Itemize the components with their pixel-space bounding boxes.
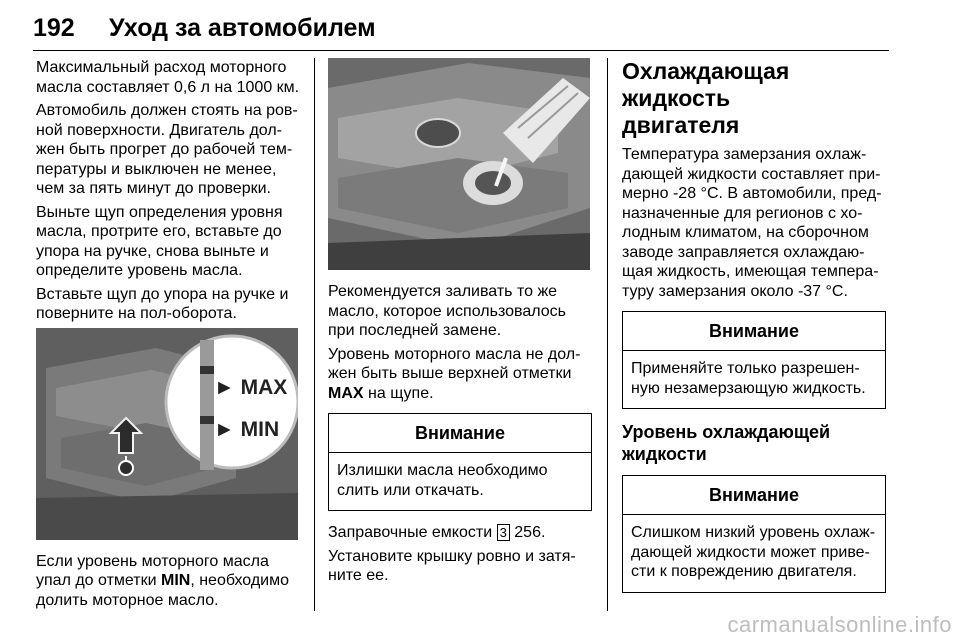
warning-title: Внимание xyxy=(623,312,885,351)
warning-title: Внимание xyxy=(329,414,591,453)
text-line: Применяйте только разрешен- xyxy=(631,360,860,377)
text-line: масло, которое использовалось xyxy=(328,302,566,320)
text-line xyxy=(328,384,593,404)
paragraph xyxy=(36,285,306,324)
text-line: Установите крышку ровно и затя- xyxy=(328,547,576,565)
text-line: Максимальный расход моторного xyxy=(36,59,287,76)
text-line: назначенные для регионов с хо- xyxy=(622,204,863,222)
text-line: ную незамерзающую жидкость. xyxy=(631,379,866,397)
text-fragment: , необходимо xyxy=(190,572,290,589)
warning-body xyxy=(623,515,885,592)
text-line xyxy=(36,571,306,591)
text-line: дающей жидкости составляет при- xyxy=(622,165,881,183)
warning-box xyxy=(622,475,886,593)
text-line: Излишки масла необходимо xyxy=(337,462,548,479)
text-fragment: упал до отметки xyxy=(36,572,161,589)
column-divider xyxy=(607,58,608,611)
text-line: упора на ручке, снова выньте и xyxy=(36,242,269,260)
warning-body xyxy=(329,453,591,510)
text-line: Если уровень моторного масла xyxy=(36,552,269,570)
title-line: Охлаждающая жидкость xyxy=(622,58,790,111)
text-line: туру замерзания около -37 °C. xyxy=(622,282,848,300)
text-line: жен быть прогрет до рабочей тем- xyxy=(36,141,293,158)
text-line: пературы и выключен не менее, xyxy=(36,160,277,178)
text-line: Уровень моторного масла не дол- xyxy=(328,345,581,363)
paragraph xyxy=(328,547,593,586)
text-line: Вставьте щуп до упора на ручке и xyxy=(36,285,289,303)
paragraph xyxy=(36,58,306,97)
warning-box xyxy=(622,311,886,409)
title-line: двигателя xyxy=(622,112,740,138)
text-fragment: Заправочные емкости xyxy=(328,524,497,541)
watermark: carmanualsonline.info xyxy=(727,612,952,637)
text-line: лодным климатом, на сборочном xyxy=(622,224,869,241)
text-line: долить моторное масло. xyxy=(36,591,219,609)
text-line: жен быть выше верхней отметки xyxy=(328,365,572,382)
column-divider xyxy=(314,58,315,611)
text-line: Слишком низкий уровень охлаж- xyxy=(631,524,876,541)
text-fragment: на щупе. xyxy=(363,384,434,402)
paragraph xyxy=(328,282,593,341)
paragraph xyxy=(328,523,593,543)
page-header xyxy=(33,14,889,51)
warning-title: Внимание xyxy=(623,476,885,515)
paragraph xyxy=(622,145,890,301)
title-line: жидкости xyxy=(622,444,707,464)
min-term: MIN xyxy=(160,572,191,589)
title-line: Уровень охлаждающей xyxy=(622,422,831,442)
text-line: Выньте щуп определения уровня xyxy=(36,203,283,221)
dipstick-figure xyxy=(36,328,298,540)
oil-filling-figure xyxy=(328,58,590,270)
max-term: MAX xyxy=(328,384,364,402)
text-line: при последней замене. xyxy=(328,322,502,339)
page-number: 192 xyxy=(33,14,75,42)
oil-filling-illustration xyxy=(328,58,590,270)
text-line: ните ее. xyxy=(328,567,389,584)
text-line: Автомобиль должен стоять на ров- xyxy=(36,102,298,119)
paragraph xyxy=(328,345,593,404)
warning-body xyxy=(623,351,885,408)
paragraph xyxy=(36,552,306,611)
section-title xyxy=(622,58,890,139)
max-mark-label: ► MAX xyxy=(214,375,288,399)
text-line: дающей жидкости может приве- xyxy=(631,543,870,561)
text-line: мерно -28 °C. В автомобили, пред- xyxy=(622,185,882,202)
paragraph xyxy=(36,101,306,199)
page-reference-link[interactable]: 256. xyxy=(509,524,546,541)
text-line: ной поверхности. Двигатель дол- xyxy=(36,121,282,139)
paragraph xyxy=(36,203,306,281)
page-reference-arrow-icon[interactable]: 3 xyxy=(497,524,510,541)
min-mark-label: ► MIN xyxy=(214,417,280,441)
text-line xyxy=(328,523,593,543)
text-line: Рекомендуется заливать то же xyxy=(328,283,558,300)
warning-box xyxy=(328,413,592,511)
chapter-title: Уход за автомобилем xyxy=(109,14,376,42)
column-right xyxy=(622,58,890,605)
text-line: чем за пять минут до проверки. xyxy=(36,180,271,197)
text-line: определите уровень масла. xyxy=(36,262,243,279)
text-line: масла составляет 0,6 л на 1000 км. xyxy=(36,78,300,96)
column-left xyxy=(36,58,306,614)
text-line: слить или откачать. xyxy=(337,481,484,499)
text-line: сти к повреждению двигателя. xyxy=(631,563,857,580)
text-line: масла, протрите его, вставьте до xyxy=(36,223,282,240)
column-middle xyxy=(328,58,593,590)
text-line: заводе заправляется охлаждаю- xyxy=(622,243,865,261)
text-line: щая жидкость, имеющая темпера- xyxy=(622,263,879,280)
text-line: Температура замерзания охлаж- xyxy=(622,146,867,163)
subsection-title xyxy=(622,421,890,465)
text-line: поверните на пол-оборота. xyxy=(36,305,237,322)
